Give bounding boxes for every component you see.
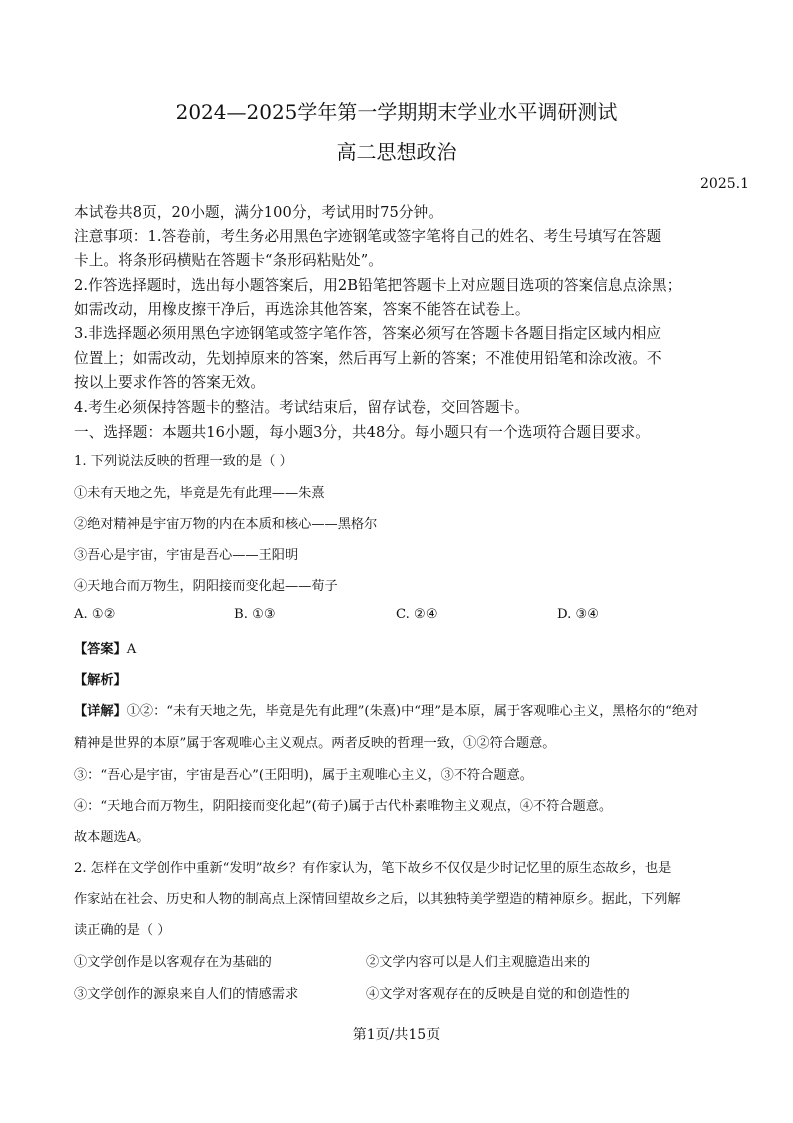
instruction-line: 注意事项：1.答卷前，考生务必用黑色字迹钢笔或签字笔将自己的姓名、考生号填写在答题 (74, 228, 662, 245)
detail-text: ①②：“未有天地之先，毕竟是先有此理”(朱熹)中“理”是本原，属于客观唯心主义，黑格尔的“绝对 (126, 704, 699, 719)
question-1-statement: ②绝对精神是宇宙万物的内在本质和核心——黑格尔 (74, 517, 378, 532)
question-2-statement: ③文学创作的源泉来自人们的情感需求 (74, 987, 299, 1002)
answer-label: 【答案】 (74, 642, 127, 657)
question-2-statement: ④文学对客观存在的反映是自觉的和创造性的 (366, 987, 630, 1002)
question-1-option-b: B. ①③ (234, 607, 276, 622)
question-2-statement: ①文学创作是以客观存在为基础的 (74, 955, 272, 970)
question-1-answer (74, 638, 136, 657)
instruction-line: 3.非选择题必须用黑色字迹钢笔或签字笔作答，答案必须写在答题卡各题目指定区域内相应 (74, 325, 662, 342)
question-1-statement: ④天地合而万物生，阴阳接而变化起——荀子 (74, 579, 338, 594)
instruction-line: 按以上要求作答的答案无效。 (74, 374, 266, 391)
instruction-line: 2.作答选择题时，选出每小题答案后，用2B铅笔把答题卡上对应题目选项的答案信息点涂黑； (74, 277, 682, 294)
instruction-line: 卡上。将条形码横贴在答题卡“条形码粘贴处”。 (74, 252, 383, 269)
detail-line (74, 700, 698, 719)
exam-date: 2025.1 (700, 176, 749, 192)
instruction-line: 4.考生必须保持答题卡的整洁。考试结束后，留存试卷，交回答题卡。 (74, 399, 529, 416)
question-1-statement: ③吾心是宇宙，宇宙是吾心——王阳明 (74, 548, 299, 563)
exam-title: 2024—2025学年第一学期期末学业水平调研测试 (175, 100, 618, 124)
answer-value: A (126, 642, 137, 657)
detail-line: 精神是世界的本原”属于客观唯心主义观点。两者反映的哲理一致，①②符合题意。 (74, 736, 556, 751)
instruction-line: 本试卷共8页，20小题，满分100分，考试用时75分钟。 (74, 204, 443, 221)
exam-subtitle: 高二思想政治 (336, 140, 457, 164)
question-1-option-a: A. ①② (74, 607, 116, 622)
question-2-stem: 读正确的是（ ） (74, 923, 171, 938)
section-heading: 一、选择题：本题共16小题，每小题3分，共48分。每小题只有一个选项符合题目要求。 (74, 424, 650, 441)
question-1-option-c: C. ②④ (396, 607, 438, 622)
question-2-statement: ②文学内容可以是人们主观臆造出来的 (366, 955, 591, 970)
detail-line: ④：“天地合而万物生，阴阳接而变化起”(荀子)属于古代朴素唯物主义观点，④不符合题意。 (74, 799, 613, 814)
question-2-stem: 2. 怎样在文学创作中重新“发明”故乡？有作家认为，笔下故乡不仅仅是少时记忆里的原生态故乡，也是 (74, 861, 672, 876)
instruction-line: 如需改动，用橡皮擦干净后，再选涂其他答案，答案不能答在试卷上。 (74, 301, 530, 318)
analysis-label: 【解析】 (74, 673, 127, 688)
detail-conclusion: 故本题选A。 (74, 830, 150, 845)
detail-label: 【详解】 (74, 704, 127, 719)
question-1-statement: ①未有天地之先，毕竟是先有此理——朱熹 (74, 486, 325, 501)
page-footer: 第1页/共15页 (352, 1027, 441, 1043)
detail-line: ③：“吾心是宇宙，宇宙是吾心”(王阳明)，属于主观唯心主义，③不符合题意。 (74, 768, 533, 783)
instruction-line: 位置上；如需改动，先划掉原来的答案，然后再写上新的答案；不准使用铅笔和涂改液。不 (74, 350, 662, 367)
question-1-option-d: D. ③④ (557, 607, 600, 622)
question-2-stem: 作家站在社会、历史和人物的制高点上深情回望故乡之后，以其独特美学塑造的精神原乡。据此，下列解 (74, 892, 681, 907)
question-1-stem: 1. 下列说法反映的哲理一致的是（ ） (74, 454, 293, 469)
